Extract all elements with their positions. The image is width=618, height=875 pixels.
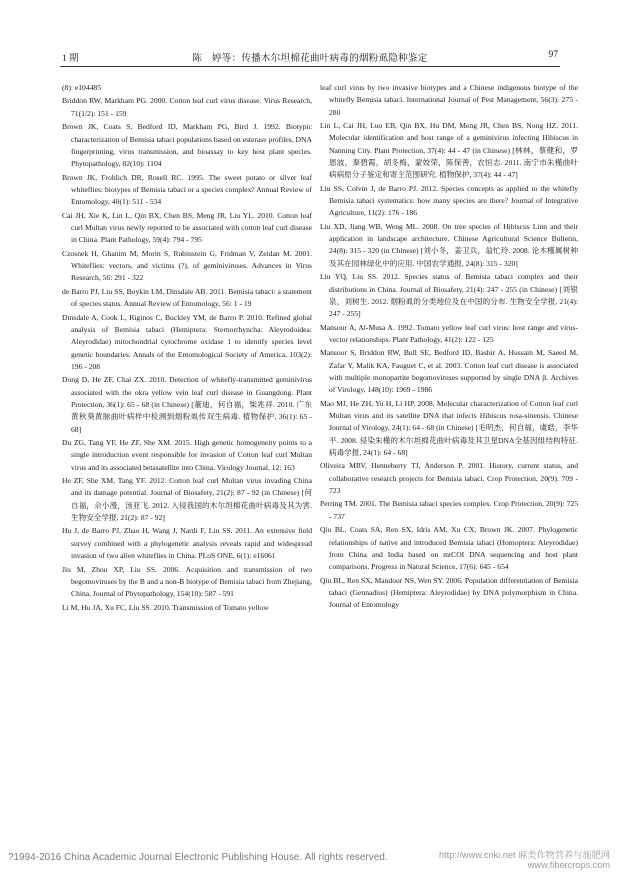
references-left-column xyxy=(62,82,312,615)
reference-entry: Hu J, de Barro PJ, Zhao H, Wang J, Nardi F, Liu SS. 2011. An extensive field survey combined with a phylogenetic analysis reveals rapid and widespread invasion of two alien whiteflies in China. PLoS ONE, 6(1): e16061 xyxy=(62,526,312,561)
reference-entry: de Barro PJ, Liu SS, Boykin LM, Dinsdale AB. 2011. Bemisia tabaci: a statement of species status. Annual Review of Entomology, 56: 1 - 19 xyxy=(62,286,312,309)
reference-entry: Mao MJ, He ZH, Yu H, Li HP. 2008. Molecular characterization of Cotton leaf curl Multan virus and its satellite DNA that infects Hibiscus rosa-sinensis. Chinese Journal of Virology, 24(1): 64 - 68 (in Chinese) [毛明杰，何自福，虞皓，李华平. 2008. 侵染朱槿的木尔坦棉花曲叶病毒及其卫星DNA全基因组结构特征. 病毒学报, 24(1): 64 - 68] xyxy=(320,398,578,457)
cnki-url[interactable]: http://www.cnki.net xyxy=(438,850,516,860)
reference-entry: Brown JK, Frohlich DR, Rosell RC. 1995. The sweet potato or silver leaf whiteflies: biotypes of Bemisia tabaci or a species complex? Annual Review of Entomology, 40(1): 511 - 534 xyxy=(62,172,312,207)
reference-entry: Lin L, Cai JH, Luo EB, Qin BX, Hu DM, Meng JR, Chen BS, Nong HZ. 2011. Molecular identification and host range of a geminivirus infecting Hibiscus in Nanning City. Plant Protection, 37(4): 44 - 47 (in Chinese) [林林，蔡健和，罗恩波，秦碧霞，胡冬梅，蒙姣荣，陈保善，农恒志. 2011. 南宁市朱槿曲叶病病原分子鉴定和寄主范围研究. 植物保护, 37(4): 44 - 47] xyxy=(320,121,578,180)
watermark-url: www.fibercrops.com xyxy=(527,860,610,870)
reference-entry: Mansoor S, Briddon RW, Bull SE, Bedford ID, Bashir A, Hussain M, Saeed M, Zafar Y, Malik KA, Fauguet C, et al. 2003. Cotton leaf curl disease is associated with multiple monopartite begomoviruses supported by single DNA β. Archives of Virology, 148(10): 1969 - 1986 xyxy=(320,348,578,395)
header-rule xyxy=(60,66,560,67)
running-header xyxy=(62,50,558,66)
reference-entry: Liu YQ, Liu SS. 2012. Species status of Bemisia tabaci complex and their distributions in China. Journal of Biosafety, 21(4): 247 - 255 (in Chinese) [刘银泉，刘树生. 2012. 烟粉虱的分类地位及在中国的分布. 生物安全学报, 21(4): 247 - 255] xyxy=(320,272,578,319)
copyright-notice: ?1994-2016 China Academic Journal Electronic Publishing House. All rights reserved. xyxy=(8,852,388,863)
reference-entry: Li M, Hu JA, Xu FC, Liu SS. 2010. Transmission of Tomato yellow xyxy=(62,602,269,612)
reference-entry: Brown JK, Coats S, Bedford ID, Markham PG, Bird J. 1992. Biotypic characterization of Bemisia tabaci populations based on esterase profiles, DNA fingerprinting, virus transmission, and bioassay to key host plant species. Phytopathology, 82(10): 1104 xyxy=(62,122,312,169)
page-number: 97 xyxy=(548,50,558,60)
reference-entry: Liu XD, Jiang WB, Weng ML. 2008. On tree species of Hibiscus Linn and their application in landscape architecture. Chinese Agricultural Science Bulletin, 24(8): 315 - 320 (in Chinese) [刘小冬，姜卫兵，翁忙玲. 2008. 论木槿属树种及其在园林绿化中的应用. 中国农学通报, 24(8): 315 - 320] xyxy=(320,221,578,268)
reference-entry: Oliveira MRV, Henneberry TJ, Anderson P. 2001. History, current status, and collaborative research projects for Bemisia tabaci. Crop Protection, 20(9): 709 - 723 xyxy=(320,461,578,495)
site-watermark xyxy=(439,850,610,870)
reference-entry: Briddon RW, Markham PG. 2000. Cotton leaf curl virus disease. Virus Research, 71(1/2): 151 - 159 xyxy=(62,96,312,118)
issue-label: 1 期 xyxy=(62,54,79,64)
references-right-column xyxy=(320,82,578,613)
reference-entry: Dinsdale A, Cook L, Riginos C, Buckley YM, de Barro P. 2010. Refined global analysis of Bemisia tabaci (Hemiptera: Sternorrhyncha: Aleyrodoidea: Aleyrodidae) mitochondrial cytochrome oxidase 1 to identify species level genetic boundaries. Annals of the Entomological Society of America, 103(2): 196 - 208 xyxy=(62,312,312,371)
reference-entry: Du ZG, Tang YF, He ZF, She XM. 2015. High genetic homogeneity points to a single introduction event responsible for invasion of Cotton leaf curl Multan virus and its associated betasatellite into China. Virology Journal, 12: 163 xyxy=(62,438,312,472)
reference-entry: Cai JH, Xie K, Lin L, Qin BX, Chen BS, Meng JR, Liu YL. 2010. Cotton leaf curl Multan virus newly reported to be associated with cotton leaf curl disease in China. Plant Pathology, 59(4): 794 - 795 xyxy=(62,210,312,245)
reference-entry: Perring TM. 2001. The Bemisia tabaci species complex. Crop Protection, 20(9): 725 - 737 xyxy=(320,499,578,521)
reference-entry: leaf curl virus by two invasive biotypes and a Chinese indigenous biotype of the whitefly Bemisia tabaci. International Journal of Pest Management, 56(3): 275 - 280 xyxy=(320,83,578,117)
page-footer xyxy=(8,850,610,868)
reference-entry: (8): e104485 xyxy=(62,83,102,92)
reference-entry: Mansour A, Al-Musa A. 1992. Tomato yellow leaf curl virus: host range and virus-vector relationships. Plant Pathology, 41(2): 122 - 125 xyxy=(320,322,578,344)
reference-entry: Dong D, He ZF, Chai ZX. 2010. Detection of whitefly-transmitted geminivirus associated with the okra yellow vein leaf curl disease in Guangdong. Plant Protection, 36(1): 65 - 68 (in Chinese) [董迪，何自福，柴兆祥. 2010. 广东黄秋葵黄脉曲叶病样中检测到烟粉虱传双生病毒. 植物保护, 36(1): 65 - 68] xyxy=(62,375,312,434)
reference-entry: Qiu BL, Coats SA, Ren SX, Idris AM, Xu CX, Brown JK. 2007. Phylogenetic relationships of native and introduced Bemisia tabaci (Homoptera: Aleyrodidae) from China and India based on mtCOI DNA sequencing and host plant comparisons. Progress in Natural Science, 17(6): 645 - 654 xyxy=(320,525,578,572)
reference-entry: Jiu M, Zhou XP, Liu SS. 2006. Acquisition and transmission of two begomoviruses by the B and a non-B biotype of Bemisia tabaci from Zhejiang, China. Journal of Phytopathology, 154(10): 587 - 591 xyxy=(62,564,312,599)
reference-entry: Czosnek H, Ghanim M, Morin S, Rubinstein G, Fridman V, Zeidan M. 2001. Whiteflies: vectors, and victims (?), of geminiviruses. Advances in Virus Research, 56: 291 - 322 xyxy=(62,248,312,283)
watermark-cn: 麻类作物营养与施肥网 xyxy=(518,850,610,860)
running-title: 陈 婷等：传播木尔坦棉花曲叶病毒的烟粉虱隐种鉴定 xyxy=(192,54,428,64)
reference-entry: He ZF, She XM, Tang YF. 2012. Cotton leaf curl Multan virus invading China and its damage potential. Journal of Biosafety, 21(2): 87 - 92 (in Chinese) [何自福，佘小漫，汤亚飞. 2012. 入侵我国的木尔坦棉花曲叶病毒及其为害. 生物安全学报, 21(2): 87 - 92] xyxy=(62,476,312,522)
reference-entry: Qiu BL, Ren SX, Mandour NS, Wen SY. 2006. Population differentiation of Bemisia tabaci (Gennadius) (Hemiptera: Aleyrodidae) by DNA polymorphism in China. Journal of Entomology xyxy=(320,575,578,610)
reference-entry: Liu SS, Colvin J, de Barro PJ. 2012. Species concepts as applied to the whitefly Bemisia tabaci systematics: how many species are there? Journal of Integrative Agriculture, 11(2): 176 - 186 xyxy=(320,183,578,218)
